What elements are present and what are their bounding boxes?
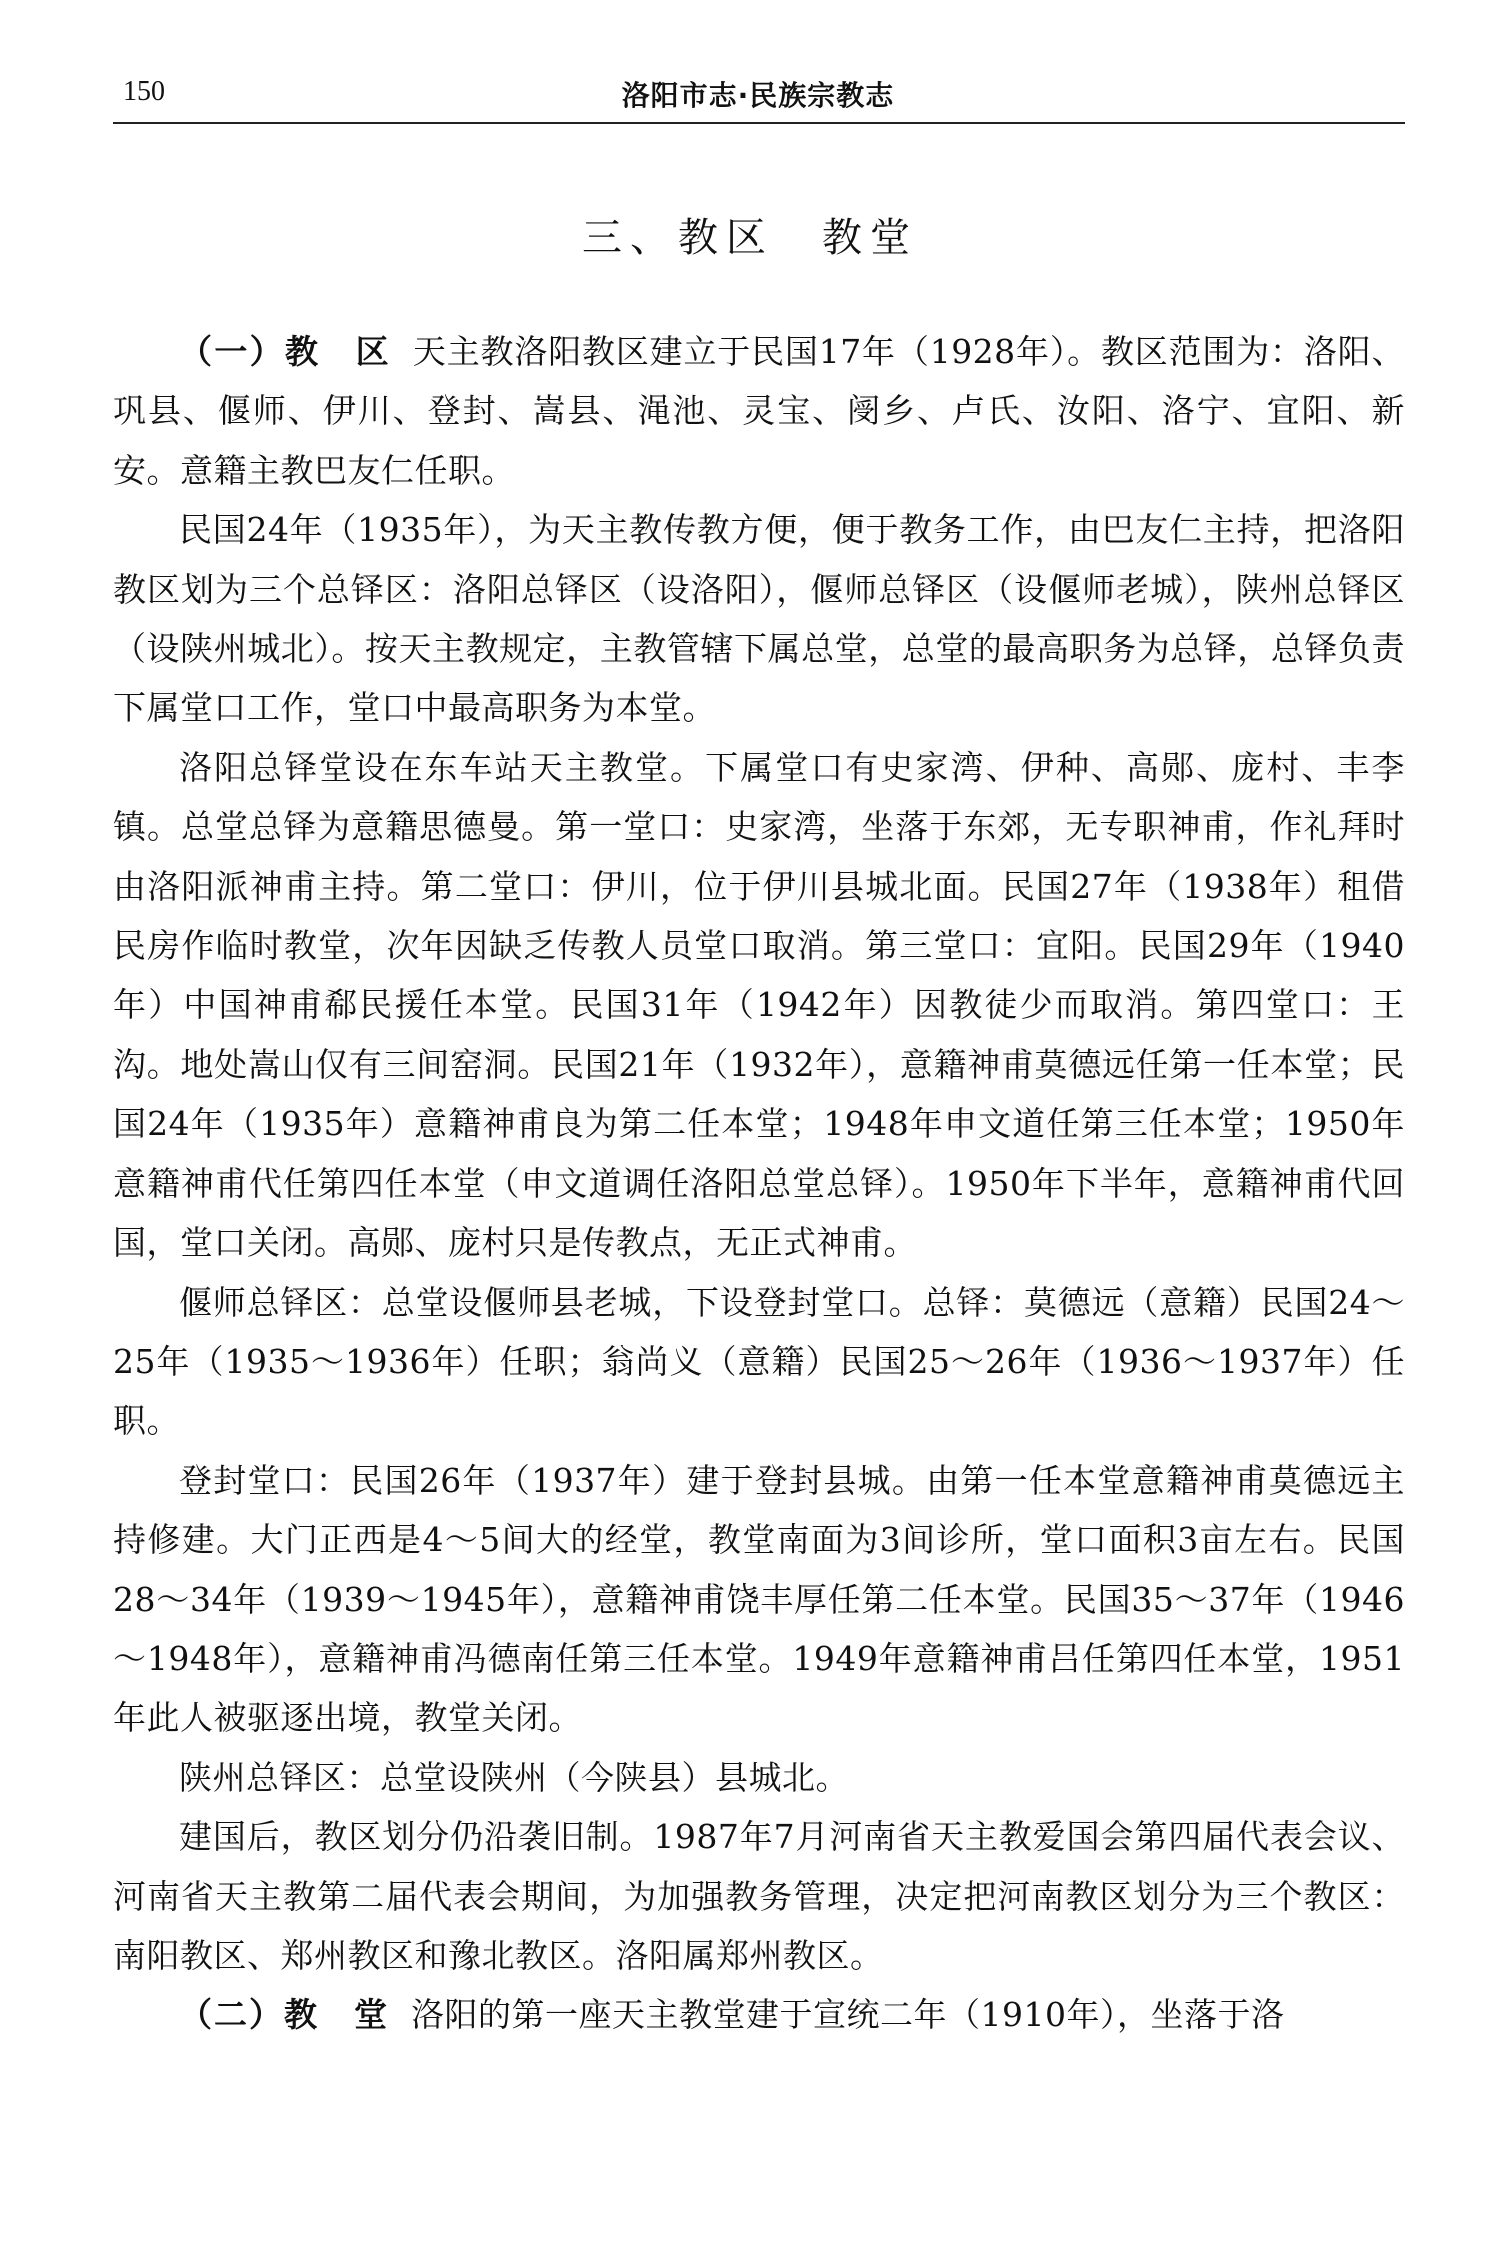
paragraph-luoyang-deanery bbox=[113, 738, 1405, 1273]
section-title: 三、教区 教堂 bbox=[582, 215, 918, 261]
paragraph-text: 天主教洛阳教区建立于民国17年（1928年）。教区范围为：洛阳、巩县、偃师、伊川、登封、嵩县、渑池、灵宝、阌乡、卢氏、汝阳、洛宁、宜阳、新安。意籍主教巴友仁任职。 bbox=[113, 332, 1405, 490]
running-title: 洛阳市志·民族宗教志 bbox=[621, 79, 895, 112]
paragraph-after-1949 bbox=[113, 1807, 1405, 1985]
paragraph-text: 建国后，教区划分仍沿袭旧制。1987年7月河南省天主教爱国会第四届代表会议、河南省天主教第二届代表会期间，为加强教务管理，决定把河南教区划分为三个教区：南阳教区、郑州教区和豫北教区。洛阳属郑州教区。 bbox=[113, 1817, 1405, 1975]
body-text bbox=[113, 322, 1405, 2045]
paragraph-text: 洛阳的第一座天主教堂建于宣统二年（1910年），坐落于洛 bbox=[411, 1995, 1285, 2035]
paragraph-text: 陕州总铎区：总堂设陕州（今陕县）县城北。 bbox=[179, 1757, 849, 1797]
paragraph-dengfeng-station bbox=[113, 1451, 1405, 1748]
paragraph-text: 偃师总铎区：总堂设偃师县老城，下设登封堂口。总铎：莫德远（意籍）民国24～25年（1935～1936年）任职；翁尚义（意籍）民国25～26年（1936～1937年）任职。 bbox=[113, 1282, 1405, 1441]
paragraph-churches bbox=[113, 1985, 1405, 2044]
paragraph-text: 登封堂口：民国26年（1937年）建于登封县城。由第一任本堂意籍神甫莫德远主持修建。大门正西是4～5间大的经堂，教堂南面为3间诊所，堂口面积3亩左右。民国28～34年（1939～1945年），意籍神甫饶丰厚任第二任本堂。民国35～37年（1946～1948年），意籍神甫冯德南任第三任本堂。1949年意籍神甫吕任第四任本堂，1951年此人被驱逐出境，教堂关闭。 bbox=[113, 1460, 1405, 1738]
paragraph-lead: （一）教 区 bbox=[179, 332, 391, 371]
paragraph-yanshi-deanery bbox=[113, 1273, 1405, 1451]
paragraph-text: 洛阳总铎堂设在东车站天主教堂。下属堂口有史家湾、伊种、高郧、庞村、丰李镇。总堂总铎为意籍思德曼。第一堂口：史家湾，坐落于东郊，无专职神甫，作礼拜时由洛阳派神甫主持。第二堂口：伊川，位于伊川县城北面。民国27年（1938年）租借民房作临时教堂，次年因缺乏传教人员堂口取消。第三堂口：宜阳。民国29年（1940年）中国神甫郗民援任本堂。民国31年（1942年）因教徒少而取消。第四堂口：王沟。地处嵩山仅有三间窑洞。民国21年（1932年），意籍神甫莫德远任第一任本堂；民国24年（1935年）意籍神甫良为第二任本堂；1948年申文道任第三任本堂；1950年意籍神甫代任第四任本堂（申文道调任洛阳总堂总铎）。1950年下半年，意籍神甫代回国，堂口关闭。高郧、庞村只是传教点，无正式神甫。 bbox=[113, 747, 1405, 1263]
paragraph-text: 民国24年（1935年），为天主教传教方便，便于教务工作，由巴友仁主持，把洛阳教区划为三个总铎区：洛阳总铎区（设洛阳），偃师总铎区（设偃师老城），陕州总铎区（设陕州城北）。按天主教规定，主教管辖下属总堂，总堂的最高职务为总铎，总铎负责下属堂口工作，堂口中最高职务为本堂。 bbox=[113, 510, 1405, 728]
paragraph-deaneries bbox=[113, 500, 1405, 738]
header-rule bbox=[113, 122, 1405, 124]
page-number: 150 bbox=[123, 76, 165, 107]
page-header bbox=[113, 70, 1403, 122]
paragraph-lead: （二）教 堂 bbox=[179, 1995, 389, 2035]
paragraph-diocese bbox=[113, 322, 1405, 500]
paragraph-shanzhou-deanery bbox=[113, 1748, 1405, 1807]
